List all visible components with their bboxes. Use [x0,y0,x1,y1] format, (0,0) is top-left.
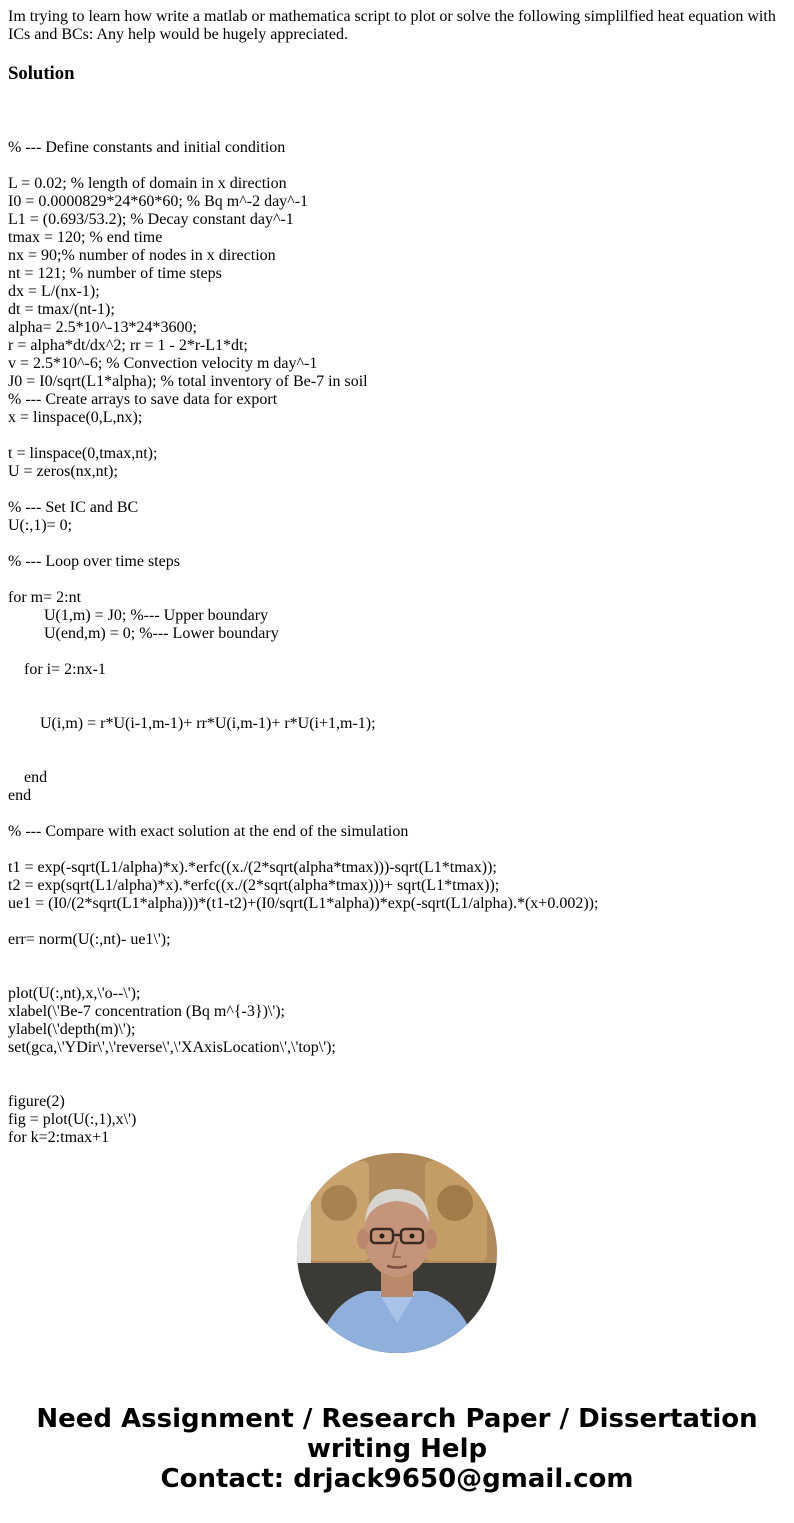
code-line: v = 2.5*10^-6; % Convection velocity m day^-1 [8,355,318,372]
code-line: for i= 2:nx-1 [8,661,106,678]
code-block [8,121,788,1147]
author-avatar [297,1153,497,1353]
code-line: I0 = 0.0000829*24*60*60; % Bq m^-2 day^-1 [8,193,309,210]
code-line: t2 = exp(sqrt(L1/alpha)*x).*erfc((x./(2*sqrt(alpha*tmax)))+ sqrt(L1*tmax)); [8,877,500,894]
code-line: U(:,1)= 0; [8,517,73,534]
code-line [8,949,788,967]
code-line [8,967,788,985]
code-line: r = alpha*dt/dx^2; rr = 1 - 2*r-L1*dt; [8,337,248,354]
code-line [8,805,788,823]
code-line [8,1057,788,1075]
code-line: % --- Set IC and BC [8,499,139,516]
code-line: % --- Compare with exact solution at the end of the simulation [8,823,409,840]
code-line: tmax = 120; % end time [8,229,163,246]
code-line: nt = 121; % number of time steps [8,265,222,282]
banner-line-assignment: Need Assignment / Research Paper / Dissertation [36,1404,758,1434]
code-line: fig = plot(U(:,1),x\') [8,1111,137,1128]
code-line [8,157,788,175]
code-line: for m= 2:nt [8,589,82,606]
code-line: ylabel(\'depth(m)\'); [8,1021,136,1038]
code-line: t = linspace(0,tmax,nt); [8,445,158,462]
code-line [8,733,788,751]
code-line: end [8,769,48,786]
code-line: set(gca,\'YDir\',\'reverse\',\'XAxisLocation\',\'top\'); [8,1039,336,1056]
code-line [8,1075,788,1093]
code-line: U(i,m) = r*U(i-1,m-1)+ rr*U(i,m-1)+ r*U(i+1,m-1); [8,715,376,732]
code-line: ue1 = (I0/(2*sqrt(L1*alpha)))*(t1-t2)+(I0/sqrt(L1*alpha))*exp(-sqrt(L1/alpha).*(x+0.002)); [8,895,599,912]
code-line: end [8,787,32,804]
code-line: alpha= 2.5*10^-13*24*3600; [8,319,197,336]
code-line [8,535,788,553]
code-line: J0 = I0/sqrt(L1*alpha); % total inventory of Be-7 in soil [8,373,368,390]
code-line: U(1,m) = J0; %--- Upper boundary [8,607,269,624]
code-line: % --- Define constants and initial condition [8,139,286,156]
code-line [8,751,788,769]
code-line [8,913,788,931]
contact-banner [0,1404,794,1494]
code-line: for k=2:tmax+1 [8,1129,110,1146]
code-line [8,679,788,697]
code-line: % --- Create arrays to save data for export [8,391,278,408]
code-line: dx = L/(nx-1); [8,283,100,300]
code-line [8,643,788,661]
code-line [8,571,788,589]
code-line [8,481,788,499]
code-line: figure(2) [8,1093,65,1110]
code-line [8,427,788,445]
code-line: dt = tmax/(nt-1); [8,301,115,318]
code-line: U = zeros(nx,nt); [8,463,118,480]
code-line: L1 = (0.693/53.2); % Decay constant day^-1 [8,211,294,228]
code-line: L = 0.02; % length of domain in x direction [8,175,287,192]
code-line: err= norm(U(:,nt)- ue1\'); [8,931,171,948]
banner-line-contact: Contact: drjack9650@gmail.com [160,1464,634,1494]
code-line: U(end,m) = 0; %--- Lower boundary [8,625,279,642]
question-text: Im trying to learn how write a matlab or mathematica script to plot or solve the following simplilfied heat equation with ICs and BCs: Any help would be hugely appreciated. [8,8,776,43]
solution-heading: Solution [8,63,75,84]
code-line: xlabel(\'Be-7 concentration (Bq m^{-3})\'); [8,1003,285,1020]
code-line: % --- Loop over time steps [8,553,180,570]
code-line: plot(U(:,nt),x,\'o--\'); [8,985,141,1002]
banner-line-help: writing Help [306,1434,488,1464]
code-line: t1 = exp(-sqrt(L1/alpha)*x).*erfc((x./(2*sqrt(alpha*tmax)))-sqrt(L1*tmax)); [8,859,497,876]
code-line [8,697,788,715]
code-line [8,121,788,139]
code-line: nx = 90;% number of nodes in x direction [8,247,276,264]
code-line [8,841,788,859]
code-line: x = linspace(0,L,nx); [8,409,143,426]
